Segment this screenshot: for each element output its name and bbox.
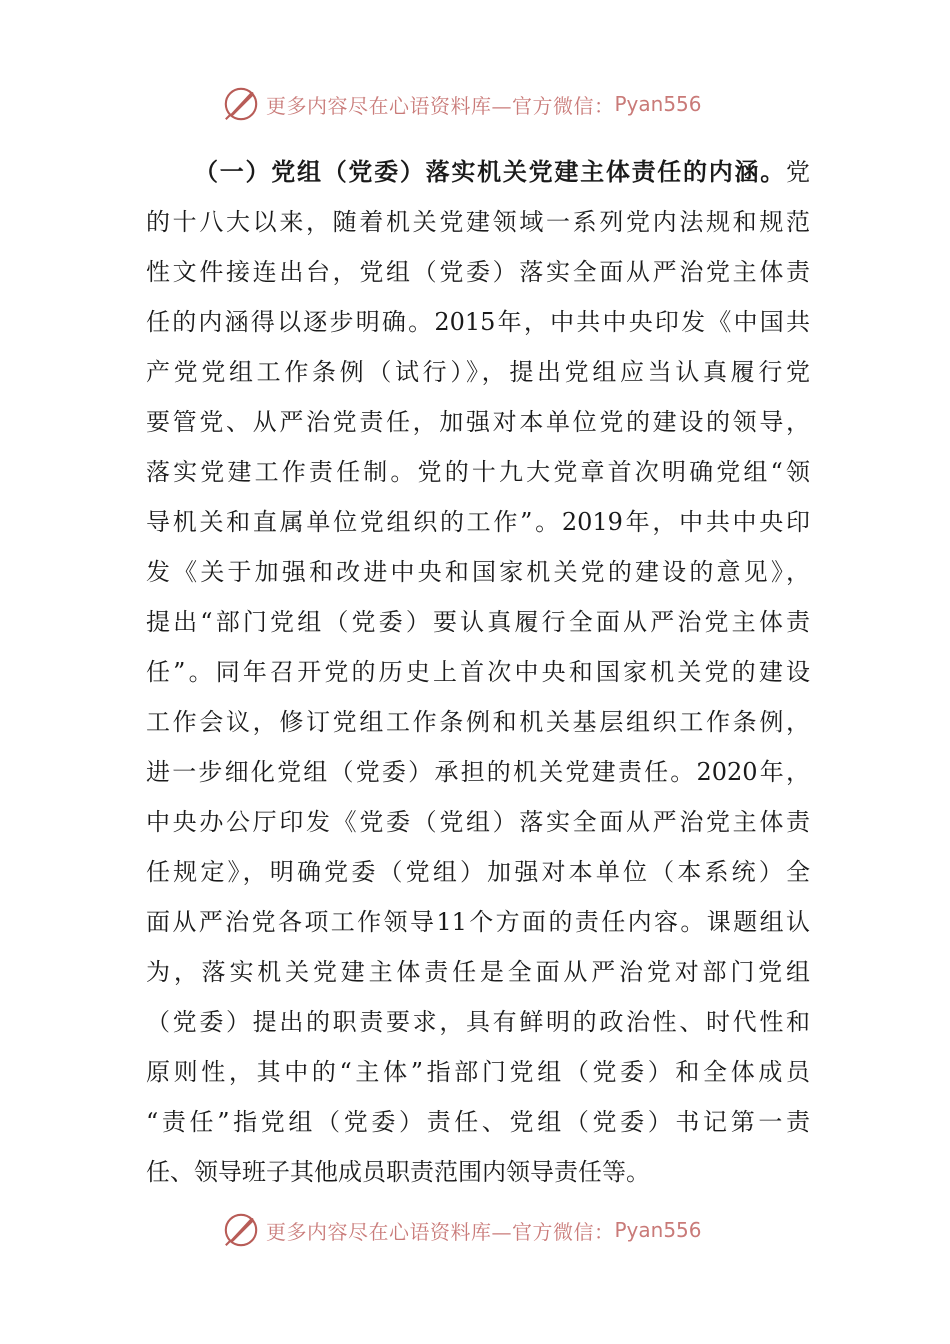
paragraph-line: 发《关于加强和改进中央和国家机关党的建设的意见》， (146, 558, 810, 586)
quill-pen-circle-icon (222, 85, 260, 123)
paragraph-line: 原则性，其中的“主体”指部门党组（党委）和全体成员 (146, 1058, 810, 1086)
paragraph-line: 任、领导班子其他成员职责范围内领导责任等。 (146, 1158, 650, 1186)
quill-pen-circle-icon (222, 1211, 260, 1249)
paragraph-line: 工作会议，修订党组工作条例和机关基层组织工作条例， (146, 708, 810, 736)
paragraph-line: 性文件接连出台，党组（党委）落实全面从严治党主体责 (146, 258, 810, 286)
paragraph-line: 为，落实机关党建主体责任是全面从严治党对部门党组 (146, 958, 810, 986)
paragraph-line: “责任”指党组（党委）责任、党组（党委）书记第一责 (146, 1108, 810, 1136)
watermark-text: 更多内容尽在心语资料库—官方微信： (266, 93, 615, 118)
paragraph-line: 落实党建工作责任制。党的十九大党章首次明确党组“领 (146, 458, 810, 486)
paragraph-line: 任”。同年召开党的历史上首次中央和国家机关党的建设 (146, 658, 810, 686)
watermark-wechat-id: Pyan556 (614, 1218, 702, 1242)
paragraph-line: 任规定》，明确党委（党组）加强对本单位（本系统）全 (146, 858, 810, 886)
watermark-text: 更多内容尽在心语资料库—官方微信： (266, 1219, 615, 1244)
paragraph-line: 中央办公厅印发《党委（党组）落实全面从严治党主体责 (146, 808, 810, 836)
article-body (146, 147, 810, 1197)
section-heading: （一）党组（党委）落实机关党建主体责任的内涵。 (194, 157, 786, 186)
paragraph-line: 面从严治党各项工作领导11个方面的责任内容。课题组认 (146, 908, 810, 936)
footer-watermark (222, 1210, 702, 1250)
paragraph-text: 党 (786, 158, 810, 186)
paragraph-line: 进一步细化党组（党委）承担的机关党建责任。2020年， (146, 758, 810, 786)
paragraph-line: 产党党组工作条例（试行）》，提出党组应当认真履行党 (146, 358, 810, 386)
watermark-wechat-id: Pyan556 (614, 92, 702, 116)
paragraph-line: 提出“部门党组（党委）要认真履行全面从严治党主体责 (146, 608, 810, 636)
paragraph-line: 导机关和直属单位党组织的工作”。2019年，中共中央印 (146, 508, 810, 536)
header-watermark (222, 84, 702, 124)
paragraph-line: （党委）提出的职责要求，具有鲜明的政治性、时代性和 (146, 1008, 810, 1036)
paragraph-line: 任的内涵得以逐步明确。2015年，中共中央印发《中国共 (146, 308, 810, 336)
paragraph-line: 要管党、从严治党责任，加强对本单位党的建设的领导， (146, 408, 810, 436)
paragraph-line: 的十八大以来，随着机关党建领域一系列党内法规和规范 (146, 208, 810, 236)
paragraph-line (146, 147, 810, 197)
